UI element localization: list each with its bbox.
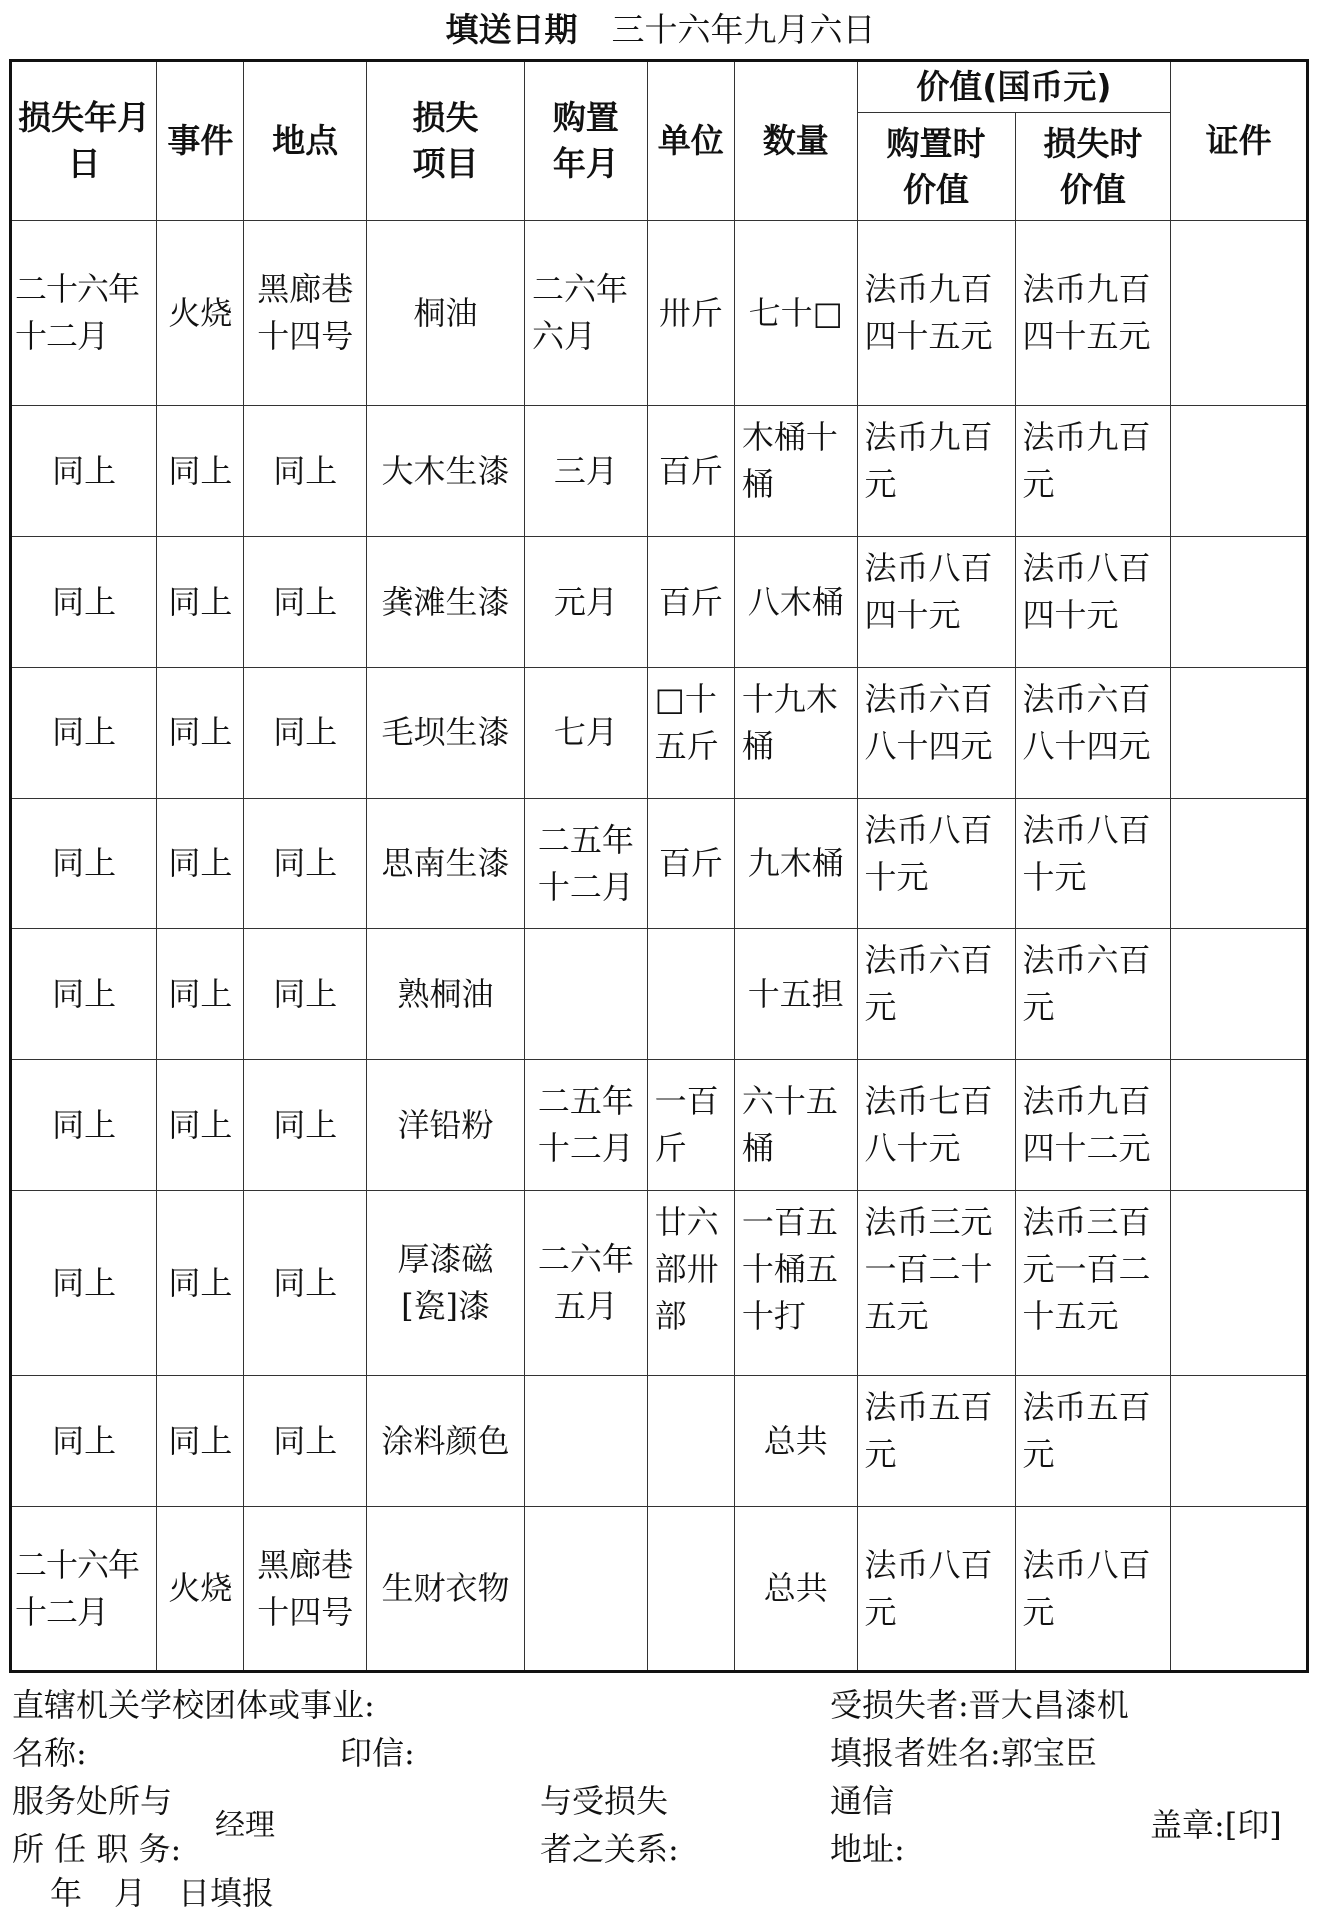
cell-loss-date: 二十六年十二月 <box>11 221 157 406</box>
cell-event: 同上 <box>157 1060 244 1191</box>
cell-certificate <box>1171 1376 1308 1507</box>
contact-label-line2: 地址: <box>830 1830 905 1868</box>
cell-quantity: 总共 <box>734 1507 857 1672</box>
cell-value-loss: 法币八百十元 <box>1015 798 1171 929</box>
cell-certificate <box>1171 406 1308 537</box>
report-date-label: 填送日期 <box>445 10 578 49</box>
position-label-line2: 所 任 职 务: <box>12 1830 182 1868</box>
cell-value-loss: 法币六百八十四元 <box>1015 667 1171 798</box>
cell-event: 同上 <box>157 1376 244 1507</box>
header-value-group: 价值(国币元) <box>857 61 1171 113</box>
cell-value-purchase: 法币六百元 <box>857 929 1015 1060</box>
cell-value-loss: 法币六百元 <box>1015 929 1171 1060</box>
cell-place: 同上 <box>244 1060 367 1191</box>
victim-label <box>830 1682 1129 1729</box>
cell-certificate <box>1171 798 1308 929</box>
report-fill-date: 年 月 日填报 <box>50 1874 275 1912</box>
cell-item: 龚滩生漆 <box>367 537 525 668</box>
cell-quantity: 一百五十桶五十打 <box>734 1191 857 1376</box>
cell-value-loss: 法币五百元 <box>1015 1376 1171 1507</box>
cell-value-loss: 法币八百元 <box>1015 1507 1171 1672</box>
header-value-purchase: 购置时价值 <box>857 113 1015 221</box>
cell-item: 涂料颜色 <box>367 1376 525 1507</box>
header-quantity: 数量 <box>734 61 857 221</box>
cell-quantity: 七十□ <box>734 221 857 406</box>
cell-unit <box>647 1376 734 1507</box>
position-label-line1: 服务处所与 <box>12 1782 173 1820</box>
seal-label: 印信: <box>340 1734 415 1772</box>
cell-value-loss: 法币九百四十五元 <box>1015 221 1171 406</box>
cell-value-purchase: 法币五百元 <box>857 1376 1015 1507</box>
cell-place: 同上 <box>244 667 367 798</box>
contact-label-line1: 通信 <box>830 1782 895 1820</box>
reporter-value: 郭宝臣 <box>1000 1734 1097 1772</box>
cell-item: 洋铅粉 <box>367 1060 525 1191</box>
cell-value-purchase: 法币八百四十元 <box>857 537 1015 668</box>
table-row <box>11 1507 1308 1672</box>
cell-certificate <box>1171 1507 1308 1672</box>
header-loss-date: 损失年月日 <box>11 61 157 221</box>
cell-quantity: 六十五桶 <box>734 1060 857 1191</box>
cell-event: 同上 <box>157 798 244 929</box>
cell-unit: 一百斤 <box>647 1060 734 1191</box>
cell-item: 桐油 <box>367 221 525 406</box>
cell-event: 同上 <box>157 406 244 537</box>
loss-table <box>9 59 1309 1673</box>
cell-loss-date: 同上 <box>11 1191 157 1376</box>
cell-purchase-date: 七月 <box>525 667 648 798</box>
cell-purchase-date: 三月 <box>525 406 648 537</box>
cell-item: 思南生漆 <box>367 798 525 929</box>
cell-value-loss: 法币三百元一百二十五元 <box>1015 1191 1171 1376</box>
table-row <box>11 537 1308 668</box>
stamp-label <box>1150 1802 1282 1849</box>
cell-loss-date: 同上 <box>11 537 157 668</box>
cell-certificate <box>1171 667 1308 798</box>
cell-place: 同上 <box>244 1191 367 1376</box>
cell-quantity: 九木桶 <box>734 798 857 929</box>
table-row <box>11 1376 1308 1507</box>
reporter-label-text: 填报者姓名: <box>830 1734 1001 1772</box>
relation-label-line2: 者之关系: <box>540 1830 679 1868</box>
cell-quantity: 木桶十桶 <box>734 406 857 537</box>
cell-event: 火烧 <box>157 221 244 406</box>
cell-item: 毛坝生漆 <box>367 667 525 798</box>
cell-event: 同上 <box>157 667 244 798</box>
cell-certificate <box>1171 1191 1308 1376</box>
table-row <box>11 667 1308 798</box>
cell-value-purchase: 法币七百八十元 <box>857 1060 1015 1191</box>
cell-unit <box>647 1507 734 1672</box>
cell-purchase-date <box>525 1507 648 1672</box>
cell-event: 同上 <box>157 929 244 1060</box>
cell-purchase-date <box>525 929 648 1060</box>
cell-purchase-date: 二五年十二月 <box>525 1060 648 1191</box>
cell-purchase-date: 二六年五月 <box>525 1191 648 1376</box>
cell-value-loss: 法币九百元 <box>1015 406 1171 537</box>
cell-purchase-date: 二五年十二月 <box>525 798 648 929</box>
cell-loss-date: 同上 <box>11 929 157 1060</box>
victim-label-text: 受损失者: <box>830 1686 969 1724</box>
org-label: 直辖机关学校团体或事业: <box>12 1686 375 1724</box>
cell-event: 火烧 <box>157 1507 244 1672</box>
reporter-label <box>830 1730 1097 1777</box>
table-row <box>11 798 1308 929</box>
cell-place: 同上 <box>244 537 367 668</box>
cell-certificate <box>1171 1060 1308 1191</box>
cell-loss-date: 同上 <box>11 406 157 537</box>
cell-place: 同上 <box>244 798 367 929</box>
cell-event: 同上 <box>157 537 244 668</box>
cell-unit: 卅斤 <box>647 221 734 406</box>
report-date-value: 三十六年九月六日 <box>611 10 876 49</box>
table-row <box>11 929 1308 1060</box>
header-certificate: 证件 <box>1171 61 1308 221</box>
cell-value-purchase: 法币八百十元 <box>857 798 1015 929</box>
cell-unit: 百斤 <box>647 537 734 668</box>
cell-loss-date: 同上 <box>11 1060 157 1191</box>
cell-quantity: 总共 <box>734 1376 857 1507</box>
cell-certificate <box>1171 221 1308 406</box>
header-unit: 单位 <box>647 61 734 221</box>
cell-value-loss: 法币八百四十元 <box>1015 537 1171 668</box>
cell-unit: 百斤 <box>647 406 734 537</box>
cell-item: 熟桐油 <box>367 929 525 1060</box>
header-place: 地点 <box>244 61 367 221</box>
cell-unit: 廿六部卅部 <box>647 1191 734 1376</box>
table-row <box>11 1060 1308 1191</box>
table-row <box>11 406 1308 537</box>
header-value-loss: 损失时价值 <box>1015 113 1171 221</box>
cell-value-purchase: 法币九百元 <box>857 406 1015 537</box>
cell-purchase-date: 元月 <box>525 537 648 668</box>
relation-label-line1: 与受损失 <box>540 1782 669 1820</box>
cell-quantity: 十九木桶 <box>734 667 857 798</box>
cell-place: 黑廊巷十四号 <box>244 1507 367 1672</box>
cell-loss-date: 二十六年十二月 <box>11 1507 157 1672</box>
victim-value: 晋大昌漆机 <box>968 1686 1129 1724</box>
header-purchase-date: 购置年月 <box>525 61 648 221</box>
stamp-label-text: 盖章: <box>1150 1806 1225 1844</box>
header-item: 损失项目 <box>367 61 525 221</box>
cell-certificate <box>1171 537 1308 668</box>
cell-item: 厚漆磁[瓷]漆 <box>367 1191 525 1376</box>
cell-loss-date: 同上 <box>11 667 157 798</box>
cell-unit: □十五斤 <box>647 667 734 798</box>
cell-value-purchase: 法币八百元 <box>857 1507 1015 1672</box>
cell-unit <box>647 929 734 1060</box>
cell-purchase-date: 二六年六月 <box>525 221 648 406</box>
cell-certificate <box>1171 929 1308 1060</box>
cell-loss-date: 同上 <box>11 798 157 929</box>
cell-purchase-date <box>525 1376 648 1507</box>
cell-loss-date: 同上 <box>11 1376 157 1507</box>
cell-place: 同上 <box>244 1376 367 1507</box>
stamp-value: [印] <box>1224 1806 1282 1844</box>
cell-place: 同上 <box>244 406 367 537</box>
cell-item: 大木生漆 <box>367 406 525 537</box>
cell-value-purchase: 法币六百八十四元 <box>857 667 1015 798</box>
cell-quantity: 十五担 <box>734 929 857 1060</box>
header-event: 事件 <box>157 61 244 221</box>
table-row <box>11 221 1308 406</box>
cell-quantity: 八木桶 <box>734 537 857 668</box>
cell-place: 同上 <box>244 929 367 1060</box>
report-date-line <box>0 8 1321 52</box>
cell-unit: 百斤 <box>647 798 734 929</box>
cell-value-purchase: 法币九百四十五元 <box>857 221 1015 406</box>
cell-place: 黑廊巷十四号 <box>244 221 367 406</box>
cell-value-purchase: 法币三元一百二十五元 <box>857 1191 1015 1376</box>
name-label: 名称: <box>12 1734 87 1772</box>
cell-event: 同上 <box>157 1191 244 1376</box>
position-value: 经理 <box>215 1808 275 1843</box>
cell-item: 生财衣物 <box>367 1507 525 1672</box>
cell-value-loss: 法币九百四十二元 <box>1015 1060 1171 1191</box>
report-footer <box>0 1678 1321 1917</box>
table-row <box>11 1191 1308 1376</box>
